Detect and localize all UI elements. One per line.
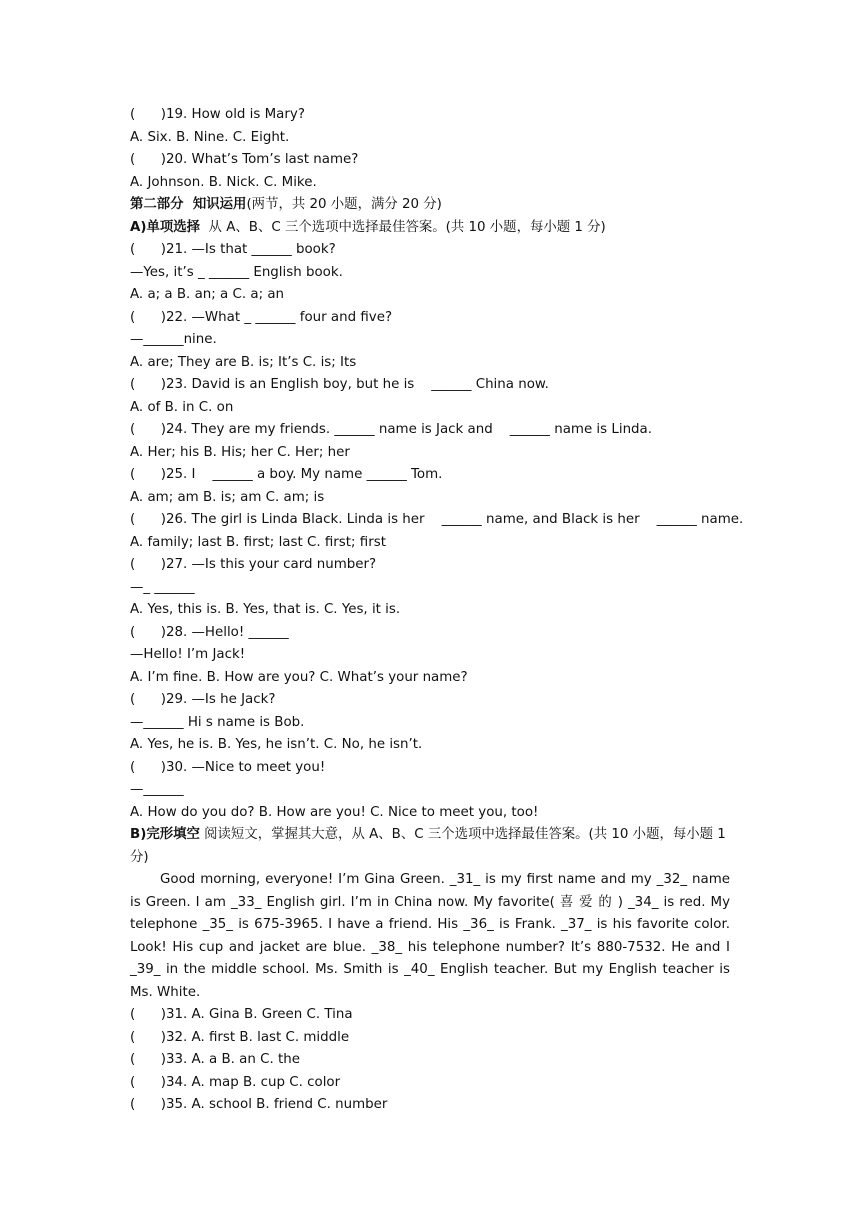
part2-heading-rest: (两节，共 20 小题，满分 20 分) (246, 197, 442, 212)
options-29: A. Yes, he is. B. Yes, he isn’t. C. No, he isn’t. (130, 737, 423, 752)
question-28: ( )28. —Hello! ______ (130, 624, 289, 640)
options-21: A. a; a B. an; a C. a; an (130, 287, 285, 302)
answer-29: —______ Hi s name is Bob. (130, 714, 305, 730)
options-24: A. Her; his B. His; her C. Her; her (130, 444, 350, 460)
question-20: ( )20. What’s Tom’s last name? (130, 152, 359, 167)
question-19: ( )19. How old is Mary? (130, 107, 305, 122)
question-21: ( )21. —Is that ______ book? (130, 242, 336, 257)
question-25: ( )25. I ______ a boy. My name ______ Tom. (130, 467, 443, 482)
question-26: ( )26. The girl is Linda Black. Linda is her ______ name, and Black is her ______ name. (130, 512, 744, 527)
options-20: A. Johnson. B. Nick. C. Mike. (130, 174, 317, 190)
cloze-passage: Good morning, everyone! I’m Gina Green. _31_ is my first name and my _32_ name is Green. I am _33_ English girl. I’m in China now. My favorite( 喜 爱 的 ) _34_ is red. My telephone _35_ is 675-3965. I have a friend. His _36_ is Frank. _37_ is his favorite color. Look! His cup and jacket are blue. _38_ his telephone number? It’s 880-7532. He and I _39_ in the middle school. Ms. Smith is _40_ English teacher. But my English teacher is Ms. White. (130, 872, 730, 1000)
part2-heading-bold: 第二部分 知识运用 (130, 197, 247, 212)
question-23: ( )23. David is an English boy, but he is ______ China now. (130, 377, 549, 392)
section-b-instructions: 阅读短文，掌握其大意，从 A、B、C 三个选项中选择最佳答案。(共 10 小题，每小题 1 分) (130, 827, 726, 865)
answer-28: —Hello! I’m Jack! (130, 647, 246, 662)
answer-30: —______ (130, 782, 184, 797)
worksheet-page (130, 104, 744, 1117)
question-32: ( )32. A. first B. last C. middle (130, 1029, 350, 1045)
part2-heading (130, 194, 730, 217)
question-27: ( )27. —Is this your card number? (130, 557, 377, 572)
options-26: A. family; last B. first; last C. first; first (130, 534, 386, 550)
answer-21: —Yes, it’s _ ______ English book. (130, 264, 343, 280)
section-a-instructions: 从 A、B、C 三个选项中选择最佳答案。(共 10 小题，每小题 1 分) (200, 219, 606, 235)
question-31: ( )31. A. Gina B. Green C. Tina (130, 1007, 353, 1022)
answer-22: —______nine. (130, 332, 217, 347)
question-35: ( )35. A. school B. friend C. number (130, 1097, 388, 1112)
question-30: ( )30. —Nice to meet you! (130, 759, 326, 775)
question-22: ( )22. —What _ ______ four and five? (130, 309, 393, 325)
options-22: A. are; They are B. is; It’s C. is; Its (130, 354, 357, 370)
section-a-title: A)单项选择 (130, 219, 201, 235)
question-29: ( )29. —Is he Jack? (130, 692, 276, 707)
section-b-heading (130, 824, 730, 869)
options-25: A. am; am B. is; am C. am; is (130, 489, 325, 505)
options-19: A. Six. B. Nine. C. Eight. (130, 129, 290, 145)
options-27: A. Yes, this is. B. Yes, that is. C. Yes, it is. (130, 602, 401, 617)
options-30: A. How do you do? B. How are you! C. Nice to meet you, too! (130, 804, 539, 820)
section-b-title: B)完形填空 (130, 827, 200, 842)
section-a-heading (130, 217, 730, 240)
options-28: A. I’m fine. B. How are you? C. What’s your name? (130, 669, 468, 685)
answer-27: —_ ______ (130, 579, 195, 595)
options-23: A. of B. in C. on (130, 399, 234, 415)
question-24: ( )24. They are my friends. ______ name is Jack and ______ name is Linda. (130, 422, 653, 437)
question-33: ( )33. A. a B. an C. the (130, 1052, 300, 1067)
question-34: ( )34. A. map B. cup C. color (130, 1074, 341, 1090)
